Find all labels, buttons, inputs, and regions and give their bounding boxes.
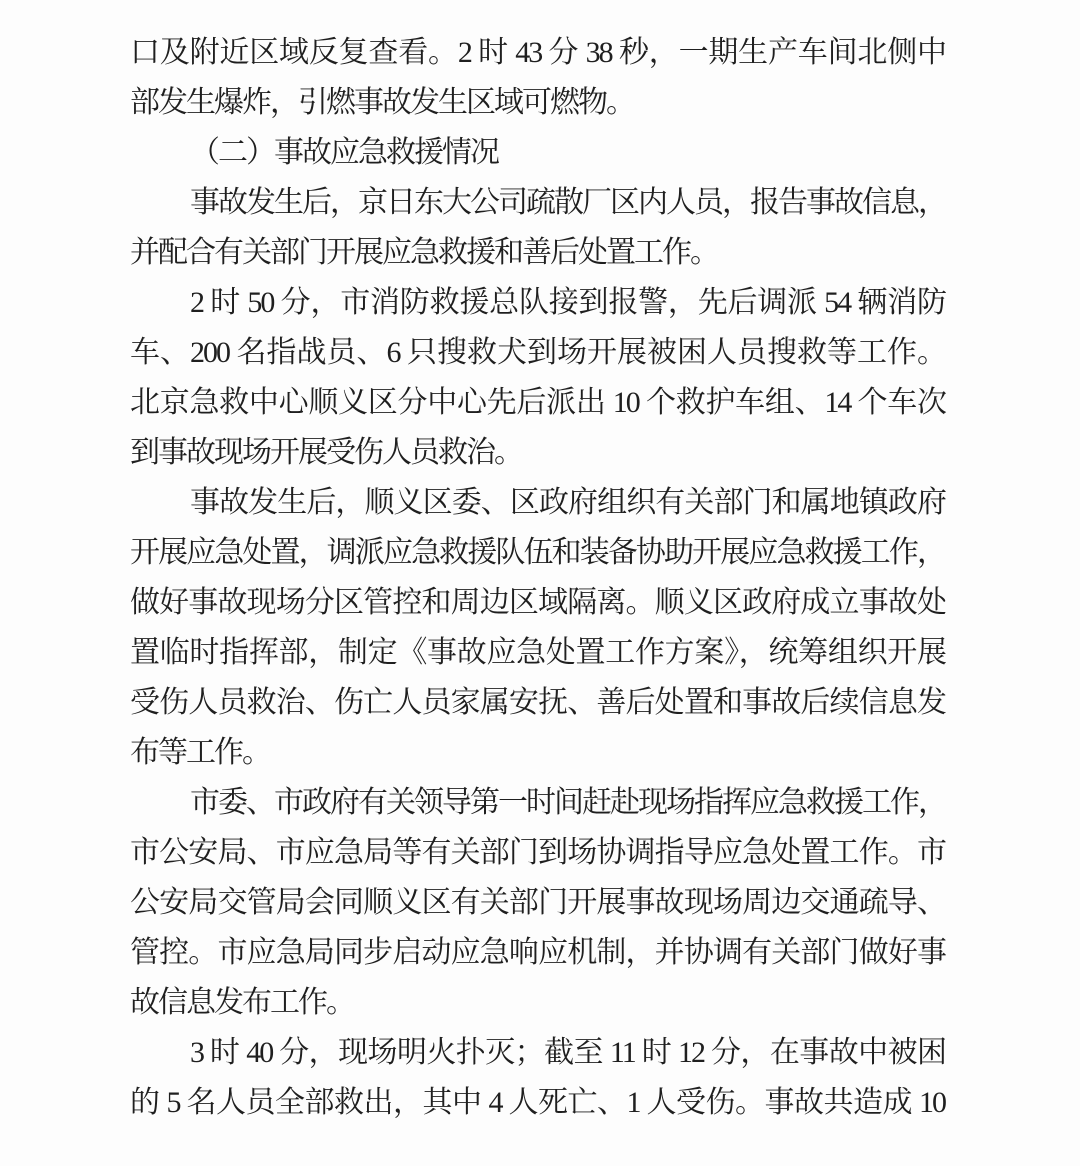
- document-line: 事故发生后，京日东大公司疏散厂区内人员，报告事故信息，: [190, 186, 946, 219]
- document-line: 做好事故现场分区管控和周边区域隔离。顺义区政府成立事故处: [130, 586, 945, 619]
- document-line: 布等工作。: [130, 736, 270, 769]
- document-line: 的 5 名人员全部救出，其中 4 人死亡、1 人受伤。事故共造成 10: [130, 1086, 945, 1119]
- document-line: 部发生爆炸，引燃事故发生区域可燃物。: [130, 86, 634, 119]
- document-line: 市委、市政府有关领导第一时间赶赴现场指挥应急救援工作，: [190, 786, 946, 819]
- document-line: 并配合有关部门开展应急救援和善后处置工作。: [130, 236, 718, 269]
- document-line: 市公安局、市应急局等有关部门到场协调指导应急处置工作。市: [130, 836, 945, 869]
- document-line: 事故发生后，顺义区委、区政府组织有关部门和属地镇政府: [190, 486, 945, 519]
- document-body: [130, 28, 945, 1128]
- document-line: 到事故现场开展受伤人员救治。: [130, 436, 522, 469]
- document-line: 受伤人员救治、伤亡人员家属安抚、善后处置和事故后续信息发: [130, 686, 945, 719]
- section-heading: （二）事故应急救援情况: [190, 136, 498, 169]
- document-line: 2 时 50 分，市消防救援总队接到报警，先后调派 54 辆消防: [190, 286, 945, 319]
- document-line: 3 时 40 分，现场明火扑灭；截至 11 时 12 分，在事故中被困: [190, 1036, 945, 1069]
- document-line: 北京急救中心顺义区分中心先后派出 10 个救护车组、14 个车次: [130, 386, 945, 419]
- document-line: 管控。市应急局同步启动应急响应机制，并协调有关部门做好事: [130, 936, 945, 969]
- document-line: 开展应急处置，调派应急救援队伍和装备协助开展应急救援工作，: [130, 536, 945, 569]
- document-line: 置临时指挥部，制定《事故应急处置工作方案》，统筹组织开展: [130, 636, 945, 669]
- document-line: 车、200 名指战员、6 只搜救犬到场开展被困人员搜救等工作。: [130, 336, 945, 369]
- document-line: 故信息发布工作。: [130, 986, 354, 1019]
- document-line: 公安局交管局会同顺义区有关部门开展事故现场周边交通疏导、: [130, 886, 945, 919]
- document-line: 口及附近区域反复查看。2 时 43 分 38 秒，一期生产车间北侧中: [130, 36, 945, 69]
